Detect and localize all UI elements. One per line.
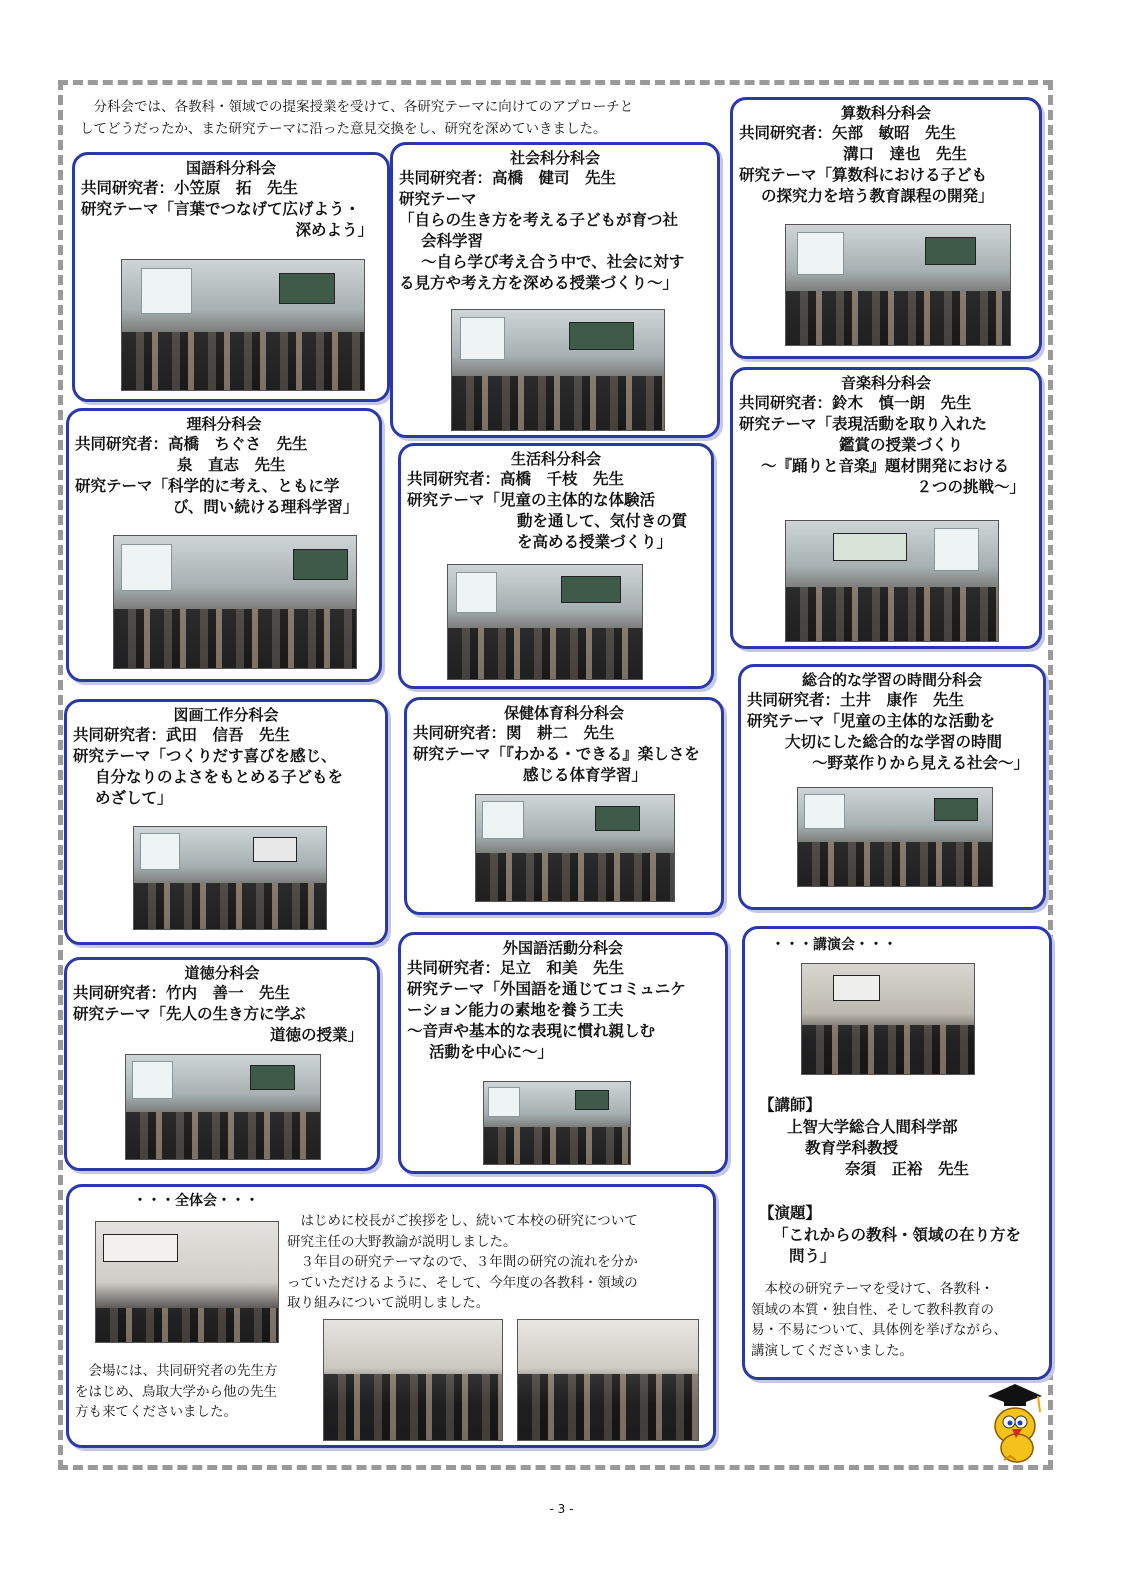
lecture-desc-line: 本校の研究テーマを受けて、各教科・ bbox=[751, 1281, 994, 1297]
kokugo-session-box bbox=[72, 152, 390, 402]
session-theme: び、問い続ける理科学習」 bbox=[173, 498, 359, 516]
session-theme: 研究テーマ「外国語を通じてコミュニケ bbox=[407, 980, 686, 998]
shakai-session-box bbox=[390, 142, 720, 438]
session-researcher: 共同研究者：足立 和美 先生 bbox=[407, 959, 625, 977]
session-photo bbox=[797, 787, 993, 887]
session-title: 社会科分科会 bbox=[509, 149, 600, 167]
plenary-line: っていただけるように、そして、今年度の各教科・領域の bbox=[287, 1274, 638, 1291]
session-title: 理科分科会 bbox=[186, 415, 262, 433]
session-theme: めざして」 bbox=[95, 789, 173, 807]
session-title: 生活科分科会 bbox=[510, 450, 601, 468]
session-theme: を高める授業づくり」 bbox=[517, 533, 673, 551]
plenary-box bbox=[66, 1184, 716, 1448]
session-theme: ～自ら学び考え合う中で、社会に対す bbox=[421, 253, 685, 271]
session-researcher: 共同研究者：高橋 千枝 先生 bbox=[407, 470, 625, 488]
taiiku-session-box bbox=[404, 697, 724, 915]
speaker-label: 【講師】 bbox=[759, 1096, 822, 1114]
plenary-title: ・・・全体会・・・ bbox=[133, 1193, 259, 1209]
session-researcher: 共同研究者：武田 信吾 先生 bbox=[73, 726, 291, 744]
session-theme: 研究テーマ「つくりだす喜びを感じ、 bbox=[73, 747, 337, 765]
session-photo bbox=[113, 535, 357, 669]
plenary-paragraph-1 bbox=[287, 1211, 715, 1314]
plenary-photo-hall-1 bbox=[323, 1319, 503, 1441]
session-researcher: 共同研究者：高橋 ちぐさ 先生 bbox=[75, 435, 308, 453]
session-theme: 研究テーマ「先人の生き方に学ぶ bbox=[73, 1005, 306, 1023]
session-theme: 研究テーマ「算数科における子ども bbox=[739, 166, 988, 184]
plenary-photo-speaker bbox=[95, 1221, 279, 1343]
session-researcher: 共同研究者：土井 康作 先生 bbox=[747, 691, 965, 709]
session-theme: 研究テーマ「児童の主体的な活動を bbox=[747, 712, 996, 730]
session-theme: 研究テーマ「言葉でつなげて広げよう・ bbox=[81, 200, 361, 218]
session-title: 保健体育科分科会 bbox=[503, 704, 624, 722]
zuga-session-box bbox=[64, 699, 388, 945]
session-photo bbox=[475, 794, 675, 902]
session-theme: 深めよう」 bbox=[295, 221, 373, 239]
session-researcher: 共同研究者：竹内 善一 先生 bbox=[73, 984, 291, 1002]
session-title: 算数科分科会 bbox=[840, 104, 931, 122]
lecture-desc-line: 領域の本質・独自性、そして教科教育の bbox=[751, 1301, 994, 1318]
session-photo bbox=[125, 1054, 321, 1160]
session-theme: の探究力を培う教育課程の開発」 bbox=[761, 187, 994, 205]
dotoku-session-box bbox=[64, 957, 380, 1171]
session-researcher: 泉 直志 先生 bbox=[177, 456, 286, 474]
session-researcher: 共同研究者：矢部 敏昭 先生 bbox=[739, 124, 957, 142]
lecture-desc-line: 講演してくださいました。 bbox=[751, 1342, 913, 1359]
lecture-photo bbox=[801, 963, 975, 1075]
session-theme: ～野菜作りから見える社会～」 bbox=[811, 754, 1029, 772]
session-theme: 鑑賞の授業づくり bbox=[839, 436, 964, 454]
session-theme: 会科学習 bbox=[421, 232, 484, 250]
session-title: 道徳分科会 bbox=[184, 964, 260, 982]
session-theme: ２つの挑戦～」 bbox=[916, 478, 1025, 496]
plenary-line: 取り組みについて説明しました。 bbox=[287, 1295, 490, 1311]
session-photo bbox=[785, 224, 1011, 346]
intro-line: 分科会では、各教科・領域での提案授業を受けて、各研究テーマに向けてのアプローチと bbox=[80, 99, 634, 115]
session-theme: 自分なりのよさをもとめる子どもを bbox=[95, 768, 344, 786]
session-researcher: 共同研究者：小笠原 拓 先生 bbox=[81, 179, 299, 197]
seikatsu-session-box bbox=[398, 443, 714, 689]
plenary-line: 方も来てくださいました。 bbox=[75, 1404, 237, 1420]
plenary-photo-hall-2 bbox=[517, 1319, 699, 1441]
session-photo bbox=[121, 259, 365, 391]
session-researcher: 共同研究者：関 耕二 先生 bbox=[413, 724, 615, 742]
session-photo bbox=[447, 564, 643, 680]
session-photo bbox=[451, 309, 665, 431]
session-theme: ～音声や基本的な表現に慣れ親しむ bbox=[407, 1022, 656, 1040]
session-researcher: 溝口 達也 先生 bbox=[843, 145, 968, 163]
session-title: 外国語活動分科会 bbox=[502, 939, 623, 957]
session-title: 音楽科分科会 bbox=[840, 374, 931, 392]
sogo-session-box bbox=[738, 664, 1046, 910]
session-researcher: 共同研究者：高橋 健司 先生 bbox=[399, 169, 617, 187]
plenary-line: ３年目の研究テーマなので、３年間の研究の流れを分か bbox=[287, 1254, 638, 1270]
session-theme: ーション能力の素地を養う工夫 bbox=[407, 1001, 624, 1019]
session-theme: 研究テーマ「『わかる・できる』楽しさを bbox=[413, 745, 700, 763]
session-photo bbox=[785, 520, 999, 642]
session-theme: 「自らの生き方を考える子どもが育つ社 bbox=[399, 211, 679, 229]
rika-session-box bbox=[66, 408, 382, 682]
speaker-name: 奈須 正裕 先生 bbox=[845, 1160, 970, 1178]
plenary-line: 研究主任の大野教諭が説明しました。 bbox=[287, 1233, 517, 1250]
session-title: 総合的な学習の時間分科会 bbox=[801, 671, 982, 689]
speaker-position: 教育学科教授 bbox=[805, 1139, 899, 1157]
session-photo bbox=[483, 1081, 631, 1165]
lecture-description bbox=[751, 1279, 1047, 1361]
topic-text: 問う」 bbox=[789, 1247, 836, 1265]
plenary-paragraph-2 bbox=[75, 1361, 317, 1423]
intro-text bbox=[80, 96, 730, 140]
session-theme: 研究テーマ「児童の主体的な体験活 bbox=[407, 491, 656, 509]
plenary-line: はじめに校長がご挨拶をし、続いて本校の研究について bbox=[287, 1213, 638, 1229]
page-number: - 3 - bbox=[549, 1502, 574, 1516]
session-researcher: 共同研究者：鈴木 慎一朗 先生 bbox=[739, 394, 972, 412]
lecture-desc-line: 易・不易について、具体例を挙げながら、 bbox=[751, 1322, 1007, 1338]
topic-label: 【演題】 bbox=[759, 1204, 822, 1222]
intro-line: してどうだったか、また研究テーマに沿った意見交換をし、研究を深めていきました。 bbox=[80, 121, 607, 137]
session-theme: 研究テーマ「科学的に考え、ともに学 bbox=[75, 477, 340, 495]
speaker-affiliation: 上智大学総合人間科学部 bbox=[787, 1118, 958, 1136]
session-photo bbox=[133, 826, 327, 930]
session-title: 国語科分科会 bbox=[185, 159, 276, 177]
session-theme: 研究テーマ bbox=[399, 190, 477, 208]
mascot-bird-icon bbox=[982, 1382, 1048, 1464]
sansu-session-box bbox=[730, 97, 1042, 359]
session-theme: 道徳の授業」 bbox=[269, 1026, 363, 1044]
topic-text: 「これからの教科・領域の在り方を bbox=[773, 1226, 1022, 1244]
session-theme: る見方や考え方を深める授業づくり～」 bbox=[399, 274, 679, 292]
session-theme: 大切にした総合的な学習の時間 bbox=[785, 733, 1003, 751]
session-theme: 感じる体育学習」 bbox=[523, 766, 648, 784]
session-theme: 研究テーマ「表現活動を取り入れた bbox=[739, 415, 988, 433]
plenary-line: をはじめ、鳥取大学から他の先生 bbox=[75, 1383, 277, 1400]
session-title: 図画工作分科会 bbox=[173, 706, 279, 724]
gaikokugo-session-box bbox=[398, 932, 728, 1174]
lecture-box bbox=[742, 926, 1052, 1380]
session-theme: 活動を中心に～」 bbox=[429, 1043, 554, 1061]
session-theme: 動を通して、気付きの質 bbox=[517, 512, 688, 530]
session-theme: ～『踊りと音楽』題材開発における bbox=[761, 457, 1010, 475]
plenary-line: 会場には、共同研究者の先生方 bbox=[75, 1363, 278, 1379]
ongaku-session-box bbox=[730, 367, 1042, 649]
lecture-title: ・・・講演会・・・ bbox=[771, 937, 897, 953]
